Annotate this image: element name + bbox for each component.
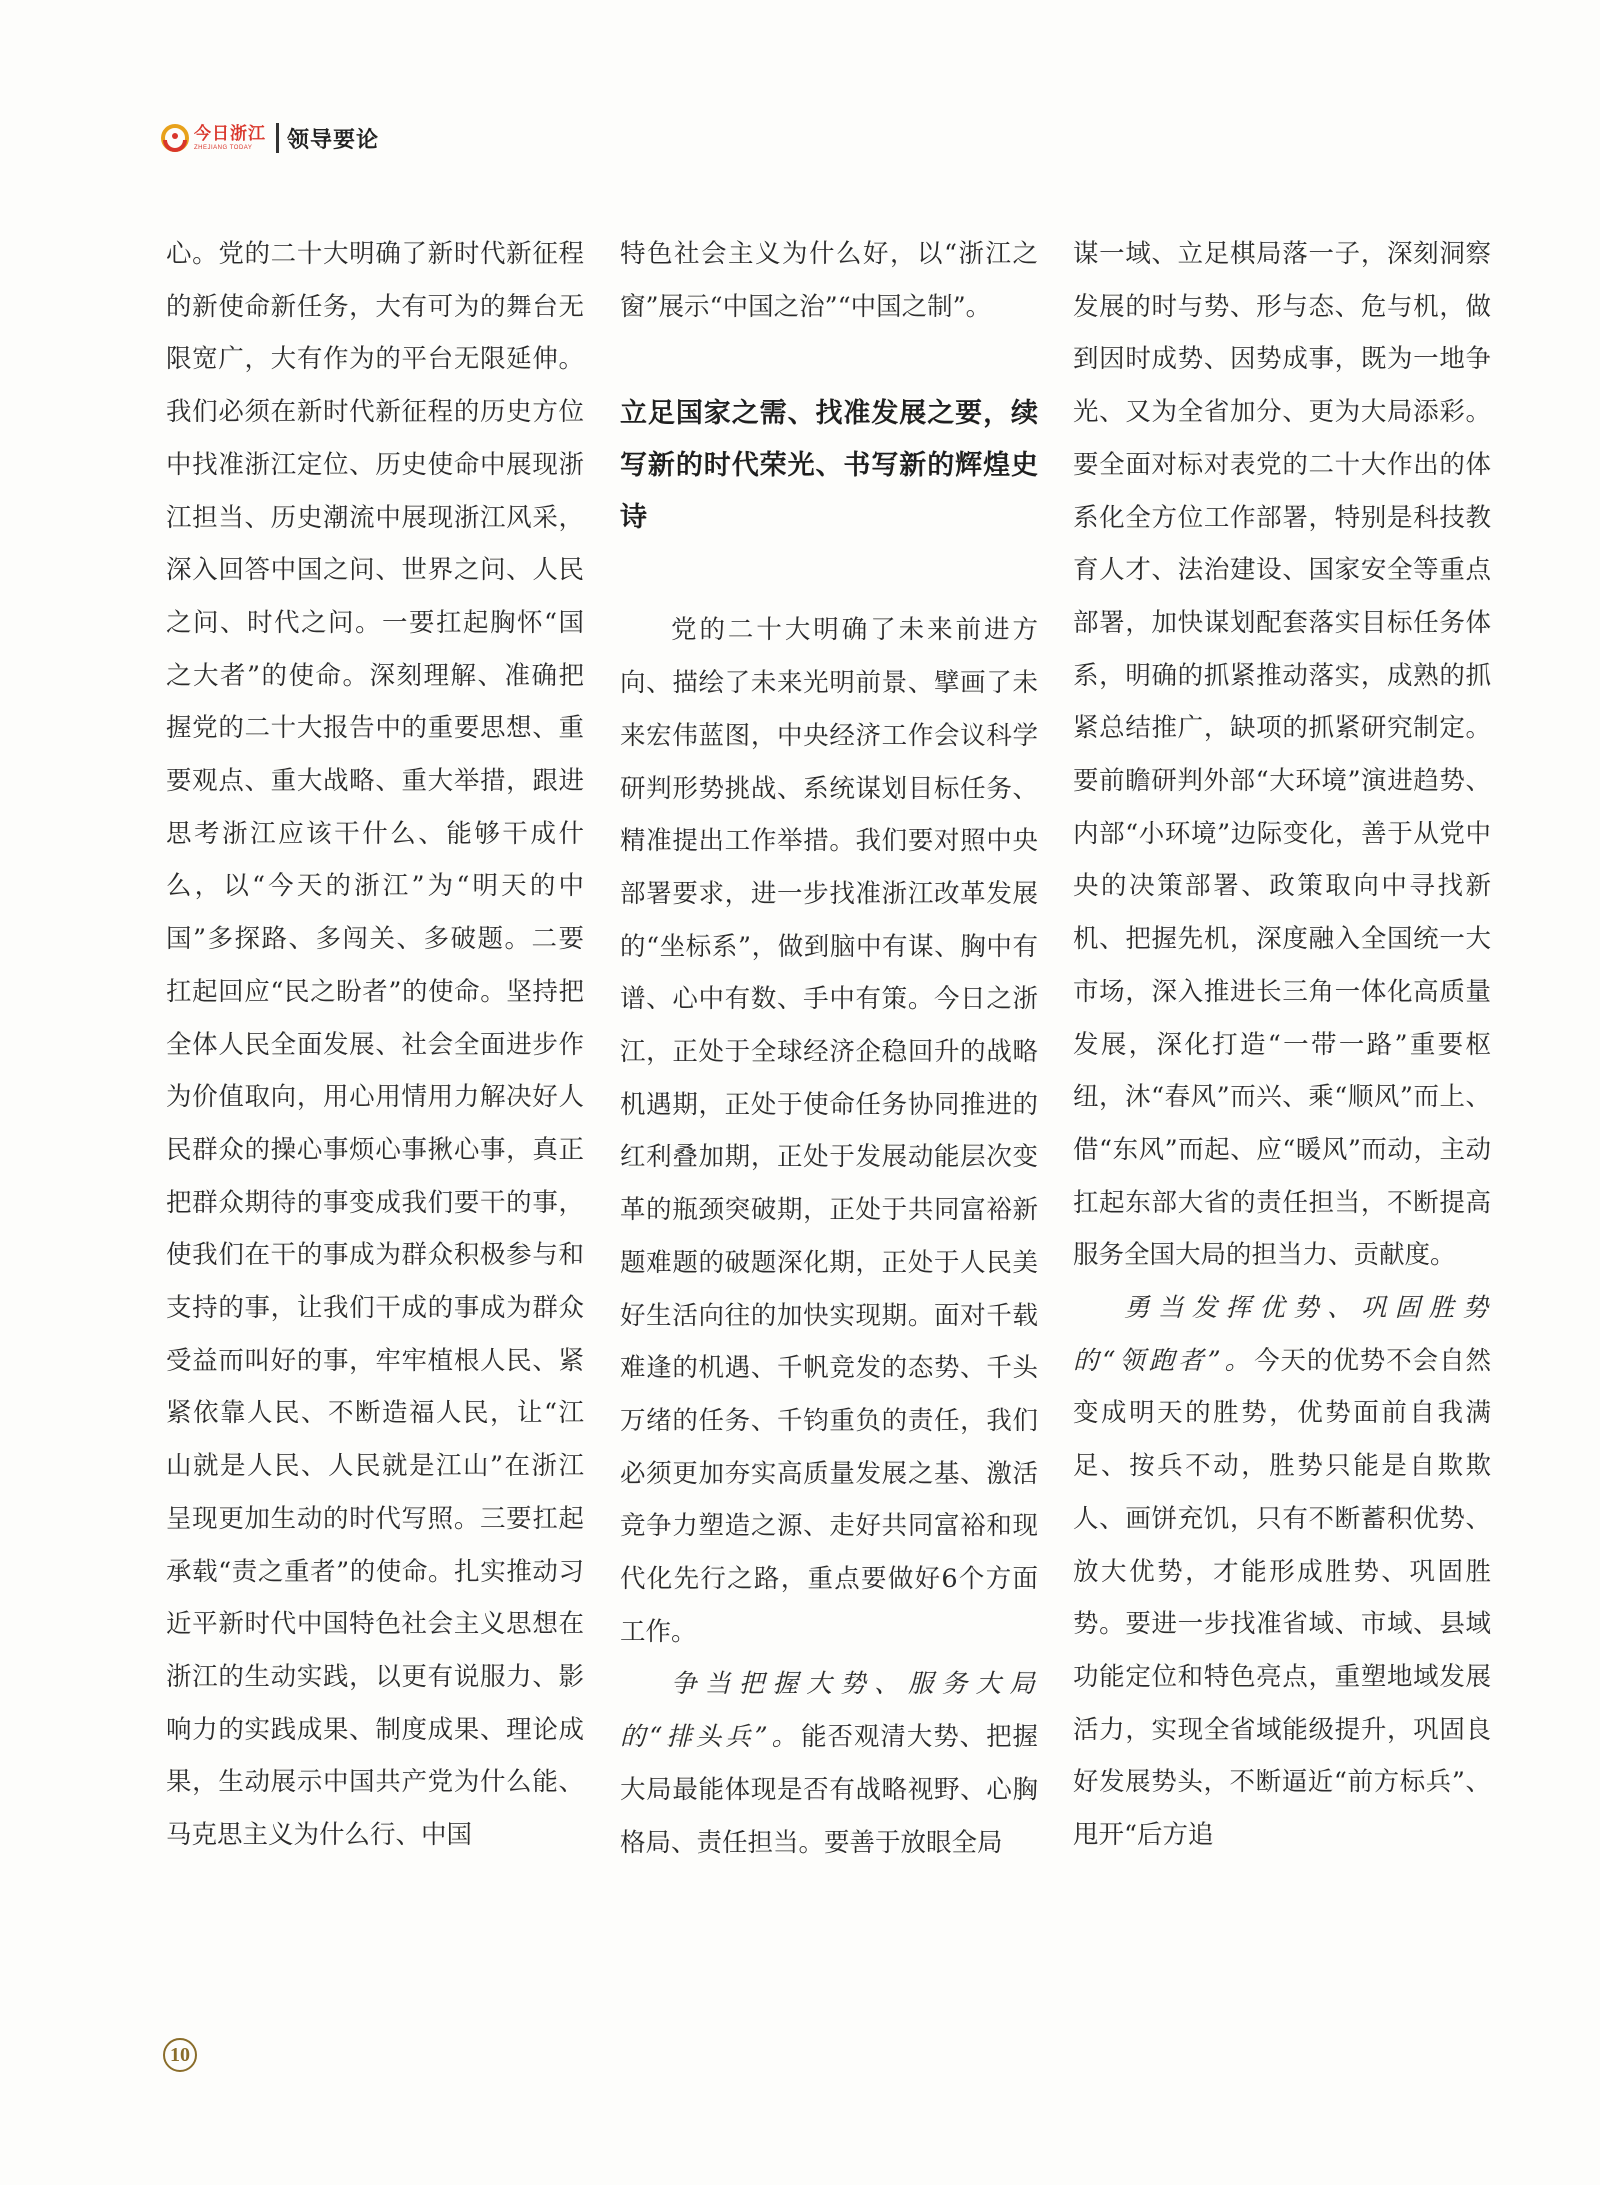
article-subheading: 立足国家之需、找准发展之要，续写新的时代荣光、书写新的辉煌史诗 xyxy=(620,398,1038,534)
logo-chinese-text: 今日浙江 xyxy=(194,123,266,144)
logo-swirl-icon xyxy=(160,123,190,153)
column-2-paragraph-3 xyxy=(620,1658,1038,1869)
column-2-paragraph-3-body: 能否观清大势、把握大局最能体现是否有战略视野、心胸格局、责任担当。要善于放眼全局 xyxy=(620,1722,1038,1858)
page-number: 10 xyxy=(163,2038,197,2072)
column-2-paragraph-1: 特色社会主义为什么好，以“浙江之窗”展示“中国之治”“中国之制”。 xyxy=(620,239,1038,322)
column-3-paragraph-1: 谋一域、立足棋局落一子，深刻洞察发展的时与势、形与态、危与机，做到因时成势、因势成事，既为一地争光、又为全省加分、更为大局添彩。要全面对标对表党的二十大作出的体系化全方位工作部署，特别是科技教育人才、法治建设、国家安全等重点部署，加快谋划配套落实目标任务体系，明确的抓紧推动落实，成熟的抓紧总结推广，缺项的抓紧研究制定。要前瞻研判外部“大环境”演进趋势、内部“小环境”边际变化，善于从党中央的决策部署、政策取向中寻找新机、把握先机，深度融入全国统一大市场，深入推进长三角一体化高质量发展，深化打造“一带一路”重要枢纽，沐“春风”而兴、乘“顺风”而上、借“东风”而起、应“暖风”而动，主动扛起东部大省的责任担当，不断提高服务全国大局的担当力、贡献度。 xyxy=(1073,239,1491,1271)
column-2 xyxy=(620,228,1038,1869)
section-lead-phrase: 争当把握大势、服务大局的“排头兵”。 xyxy=(620,1669,1038,1753)
section-title: 领导要论 xyxy=(287,127,380,153)
magazine-logo xyxy=(160,123,266,153)
masthead xyxy=(160,118,379,158)
column-2-paragraph-2: 党的二十大明确了未来前进方向、描绘了未来光明前景、擘画了未来宏伟蓝图，中央经济工作会议科学研判形势挑战、系统谋划目标任务、精准提出工作举措。我们要对照中央部署要求，进一步找准浙江改革发展的“坐标系”，做到脑中有谋、胸中有谱、心中有数、手中有策。今日之浙江，正处于全球经济企稳回升的战略机遇期，正处于使命任务协同推进的红利叠加期，正处于发展动能层次变革的瓶颈突破期，正处于共同富裕新题难题的破题深化期，正处于人民美好生活向往的加快实现期。面对千载难逢的机遇、千帆竞发的态势、千头万绪的任务、千钧重负的责任，我们必须更加夯实高质量发展之基、激活竞争力塑造之源、走好共同富裕和现代化先行之路，重点要做好6个方面工作。 xyxy=(620,615,1038,1647)
column-3-paragraph-2-body: 今天的优势不会自然变成明天的胜势，优势面前自我满足、按兵不动，胜势只能是自欺欺人、画饼充饥，只有不断蓄积优势、放大优势，才能形成胜势、巩固胜势。要进一步找准省域、市域、县域功能定位和特色亮点，重塑地域发展活力，实现全省域能级提升，巩固良好发展势头，不断逼近“前方标兵”、甩开“后方追 xyxy=(1073,1345,1491,1851)
logo-english-text: ZHEJIANG TODAY xyxy=(194,144,253,151)
column-1 xyxy=(166,228,584,1862)
column-3-paragraph-2 xyxy=(1073,1282,1491,1862)
masthead-divider xyxy=(276,123,279,153)
column-3 xyxy=(1073,228,1491,1862)
section-lead-phrase: 勇当发挥优势、巩固胜势的“领跑者”。 xyxy=(1073,1293,1491,1376)
column-1-text: 心。党的二十大明确了新时代新征程的新使命新任务，大有可为的舞台无限宽广，大有作为的平台无限延伸。我们必须在新时代新征程的历史方位中找准浙江定位、历史使命中展现浙江担当、历史潮流中展现浙江风采，深入回答中国之问、世界之问、人民之问、时代之问。一要扛起胸怀“国之大者”的使命。深刻理解、准确把握党的二十大报告中的重要思想、重要观点、重大战略、重大举措，跟进思考浙江应该干什么、能够干成什么，以“今天的浙江”为“明天的中国”多探路、多闯关、多破题。二要扛起回应“民之盼者”的使命。坚持把全体人民全面发展、社会全面进步作为价值取向，用心用情用力解决好人民群众的操心事烦心事揪心事，真正把群众期待的事变成我们要干的事，使我们在干的事成为群众积极参与和支持的事，让我们干成的事成为群众受益而叫好的事，牢牢植根人民、紧紧依靠人民、不断造福人民，让“江山就是人民、人民就是江山”在浙江呈现更加生动的时代写照。三要扛起承载“责之重者”的使命。扎实推动习近平新时代中国特色社会主义思想在浙江的生动实践，以更有说服力、影响力的实践成果、制度成果、理论成果，生动展示中国共产党为什么能、马克思主义为什么行、中国 xyxy=(166,239,584,1851)
